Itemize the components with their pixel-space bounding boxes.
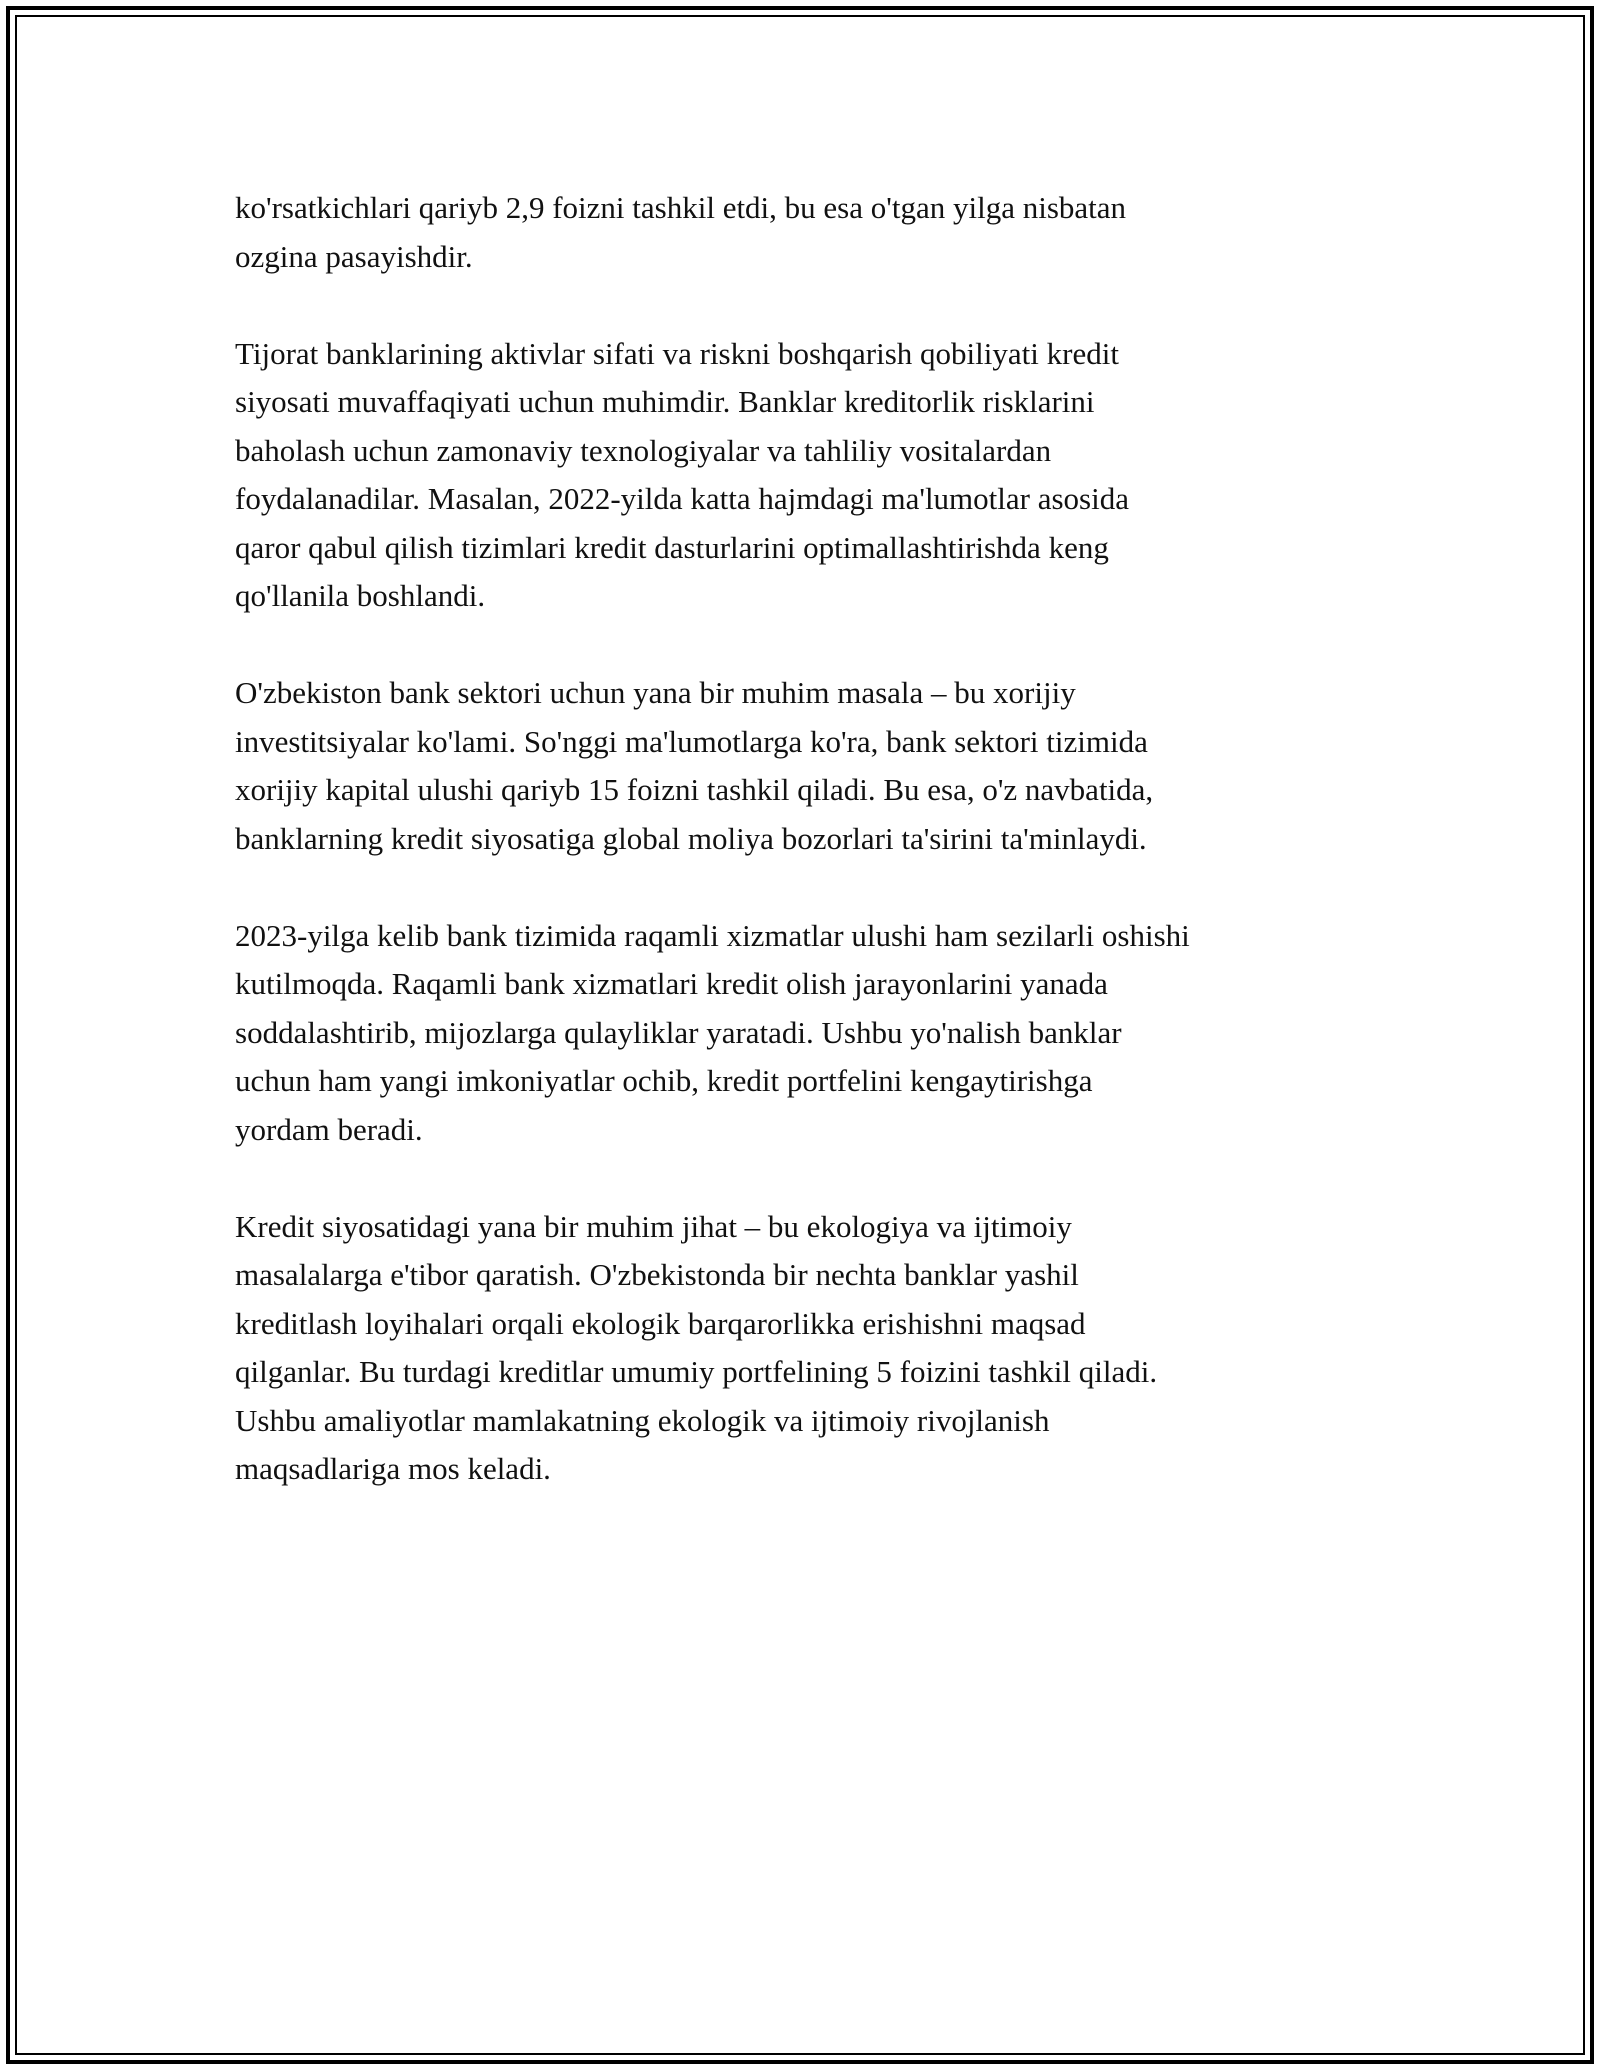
- paragraph: Kredit siyosatidagi yana bir muhim jihat – bu ekologiya va ijtimoiy masalalarga e'tibor qaratish. O'zbekistonda bir nechta banklar yashil kreditlash loyihalari orqali ekologik barqarorlikka erishishni maqsad qilganlar. Bu turdagi kreditlar umumiy portfelining 5 foizini tashkil qiladi. Ushbu amaliyotlar mamlakatning ekologik va ijtimoiy rivojlanish maqsadlariga mos keladi.: [235, 1208, 1158, 1486]
- document-body: [235, 184, 1370, 1494]
- paragraph: O'zbekiston bank sektori uchun yana bir muhim masala – bu xorijiy investitsiyalar ko'lami. So'nggi ma'lumotlarga ko'ra, bank sektori tizimida xorijiy kapital ulushi qariyb 15 foizni tashkil qiladi. Bu esa, o'z navbatida, banklarning kredit siyosatiga global moliya bozorlari ta'sirini ta'minlaydi.: [235, 675, 1154, 856]
- paragraph: 2023-yilga kelib bank tizimida raqamli xizmatlar ulushi ham sezilarli oshishi kutilmoqda. Raqamli bank xizmatlari kredit olish jarayonlarini yanada soddalashtirib, mijozlarga qulayliklar yaratadi. Ushbu yo'nalish banklar uchun ham yangi imkoniyatlar ochib, kredit portfelini kengaytirishga yordam beradi.: [235, 917, 1190, 1147]
- paragraph: ko'rsatkichlari qariyb 2,9 foizni tashkil etdi, bu esa o'tgan yilga nisbatan ozgina pasayishdir.: [235, 190, 1127, 274]
- paragraph: Tijorat banklarining aktivlar sifati va riskni boshqarish qobiliyati kredit siyosati muvaffaqiyati uchun muhimdir. Banklar kreditorlik risklarini baholash uchun zamonaviy texnologiyalar va tahliliy vositalardan foydalanadilar. Masalan, 2022-yilda katta hajmdagi ma'lumotlar asosida qaror qabul qilish tizimlari kredit dasturlarini optimallashtirishda keng qo'llanila boshlandi.: [235, 335, 1129, 613]
